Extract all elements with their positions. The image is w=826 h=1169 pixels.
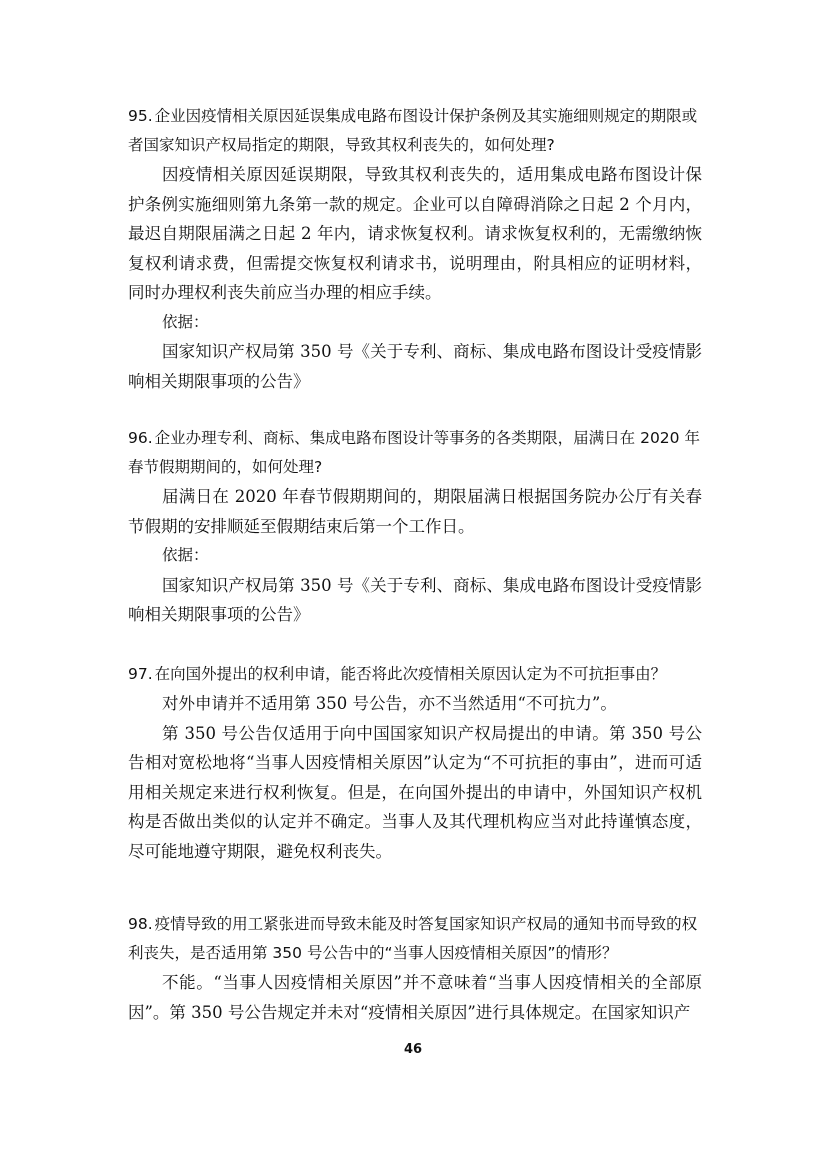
question-text: 企业因疫情相关原因延误集成电路布图设计保护条例及其实施细则规定的期限或者国家知识产权局指定的期限，导致其权利丧失的，如何处理? <box>128 107 698 154</box>
answer-paragraph: 第 350 号公告仅适用于向中国国家知识产权局提出的申请。第 350 号公告相对宽松地将“当事人因疫情相关原因”认定为“不可抗拒的事由”，进而可适用相关规定来进行权利恢复。但是，在向国外提出的申请中，外国知识产权机构是否做出类似的认定并不确定。当事人及其代理机构应当对此持谨慎态度，尽可能地遵守期限，避免权利丧失。 <box>128 723 702 861</box>
qa-section-98 <box>128 910 702 1027</box>
basis-label: 依据： <box>162 546 209 564</box>
page-number: 46 <box>403 1042 423 1057</box>
answer-paragraph: 对外申请并不适用第 350 号公告，亦不当然适用“不可抗力”。 <box>162 694 617 713</box>
qa-section-96 <box>128 424 702 630</box>
question-text: 企业办理专利、商标、集成电路布图设计等事务的各类期限，届满日在 2020 年春节假期期间的，如何处理? <box>128 429 700 476</box>
qa-section-95 <box>128 102 702 396</box>
question-97 <box>128 660 702 689</box>
question-95 <box>128 102 702 160</box>
answer-paragraph: 届满日在 2020 年春节假期期间的，期限届满日根据国务院办公厅有关春节假期的安排顺延至假期结束后第一个工作日。 <box>128 487 702 536</box>
basis-text: 国家知识产权局第 350 号《关于专利、商标、集成电路布图设计受疫情影响相关期限事项的公告》 <box>128 575 702 624</box>
question-number: 97. <box>128 665 153 683</box>
answer-paragraph: 因疫情相关原因延误期限，导致其权利丧失的，适用集成电路布图设计保护条例实施细则第九条第一款的规定。企业可以自障碍消除之日起 2 个月内，最迟自期限届满之日起 2 年内，请求恢复权利。请求恢复权利的，无需缴纳恢复权利请求费，但需提交恢复权利请求书，说明理由，附具相应的证明材料，同时办理权利丧失前应当办理的相应手续。 <box>128 165 702 302</box>
question-96 <box>128 424 702 482</box>
question-text: 疫情导致的用工紧张进而导致未能及时答复国家知识产权局的通知书而导致的权利丧失，是否适用第 350 号公告中的“当事人因疫情相关原因”的情形？ <box>128 915 698 962</box>
answer-paragraph: 不能。“当事人因疫情相关原因”并不意味着“当事人因疫情相关的全部原因”。第 350 号公告规定并未对“疫情相关原因”进行具体规定。在国家知识产 <box>128 973 702 1022</box>
qa-section-97 <box>128 660 702 866</box>
question-text: 在向国外提出的权利申请，能否将此次疫情相关原因认定为不可抗拒事由？ <box>154 665 667 683</box>
question-number: 96. <box>128 429 153 447</box>
question-98 <box>128 910 702 968</box>
basis-text: 国家知识产权局第 350 号《关于专利、商标、集成电路布图设计受疫情影响相关期限事项的公告》 <box>128 342 702 391</box>
question-number: 95. <box>128 107 153 125</box>
basis-label: 依据： <box>162 312 209 331</box>
question-number: 98. <box>128 915 153 933</box>
